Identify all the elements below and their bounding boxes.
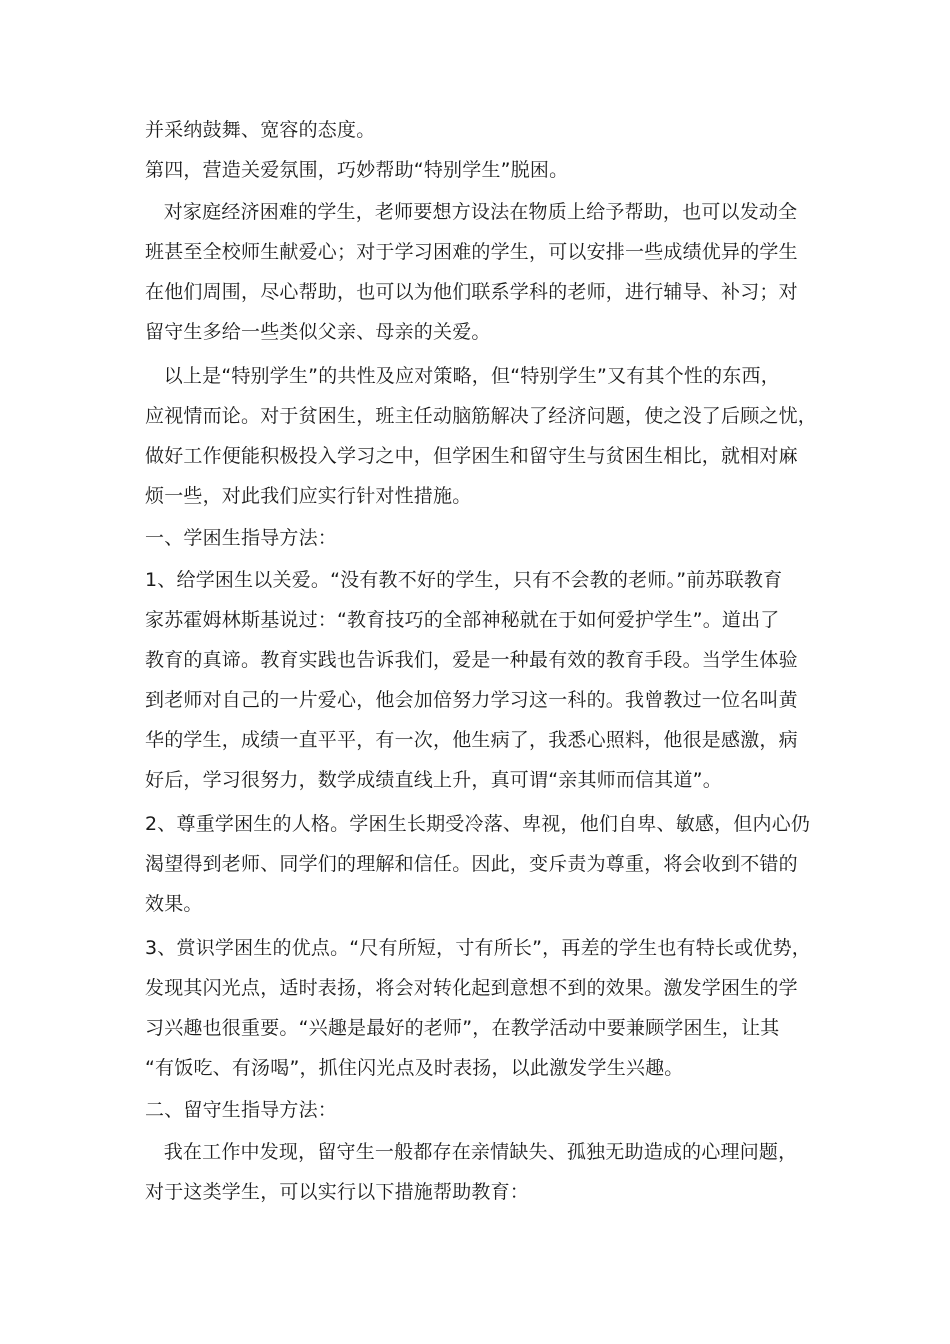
text-line: 在他们周围，尽心帮助，也可以为他们联系学科的老师，进行辅导、补习；对: [145, 281, 798, 303]
section-heading: [145, 112, 810, 148]
text-line: “有饭吃、有汤喝”，抓住闪光点及时表扬，以此激发学生兴趣。: [145, 1057, 684, 1079]
text-line: 应视情而论。对于贫困生，班主任动脑筋解决了经济问题，使之没了后顾之忧，: [145, 405, 818, 427]
text-line: 第四，营造关爱氛围，巧妙帮助“特别学生”脱困。: [145, 159, 569, 181]
text-line: 好后，学习很努力，数学成绩直线上升，真可谓“亲其师而信其道”。: [145, 769, 722, 791]
text-line: 班甚至全校师生献爱心；对于学习困难的学生，可以安排一些成绩优异的学生: [145, 241, 798, 263]
text-line: 2、尊重学困生的人格。学困生长期受冷落、卑视，他们自卑、敏感，但内心仍: [145, 813, 811, 835]
paragraph: [145, 192, 810, 352]
text-line: 习兴趣也很重要。“兴趣是最好的老师”，在教学活动中要兼顾学困生，让其: [145, 1017, 780, 1039]
section-heading: [145, 520, 810, 556]
text-line: 留守生多给一些类似父亲、母亲的关爱。: [145, 321, 491, 343]
text-line: 到老师对自己的一片爱心，他会加倍努力学习这一科的。我曾教过一位名叫黄: [145, 689, 798, 711]
text-line: 并采纳鼓舞、宽容的态度。: [145, 119, 376, 141]
paragraph: [145, 560, 810, 800]
paragraph: [145, 804, 810, 924]
text-line: 一、学困生指导方法：: [145, 527, 338, 549]
text-line: 3、赏识学困生的优点。“尺有所短，寸有所长”，再差的学生也有特长或优势，: [145, 937, 811, 959]
section-heading: [145, 1092, 810, 1128]
text-line: 以上是“特别学生”的共性及应对策略，但“特别学生”又有其个性的东西，: [145, 365, 780, 387]
text-line: 效果。: [145, 893, 203, 915]
text-line: 烦一些，对此我们应实行针对性措施。: [145, 485, 472, 507]
text-line: 家苏霍姆林斯基说过：“教育技巧的全部神秘就在于如何爱护学生”。道出了: [145, 609, 780, 631]
text-line: 我在工作中发现，留守生一般都存在亲情缺失、孤独无助造成的心理问题，: [145, 1141, 798, 1163]
paragraph: [145, 356, 818, 516]
text-line: 1、给学困生以关爱。“没有教不好的学生，只有不会教的老师。”前苏联教育: [145, 569, 783, 591]
text-line: 华的学生，成绩一直平平，有一次，他生病了，我悉心照料，他很是感激，病: [145, 729, 798, 751]
text-line: 二、留守生指导方法：: [145, 1099, 338, 1121]
text-line: 渴望得到老师、同学们的理解和信任。因此，变斥责为尊重，将会收到不错的: [145, 853, 798, 875]
document-body: [145, 112, 818, 1216]
text-line: 发现其闪光点，适时表扬，将会对转化起到意想不到的效果。激发学困生的学: [145, 977, 798, 999]
paragraph: [145, 928, 810, 1088]
text-line: 对家庭经济困难的学生，老师要想方设法在物质上给予帮助，也可以发动全: [145, 201, 798, 223]
paragraph: [145, 1132, 810, 1212]
section-heading: [145, 152, 810, 188]
text-line: 对于这类学生，可以实行以下措施帮助教育：: [145, 1181, 530, 1203]
text-line: 做好工作便能积极投入学习之中，但学困生和留守生与贫困生相比，就相对麻: [145, 445, 798, 467]
text-line: 教育的真谛。教育实践也告诉我们，爱是一种最有效的教育手段。当学生体验: [145, 649, 798, 671]
